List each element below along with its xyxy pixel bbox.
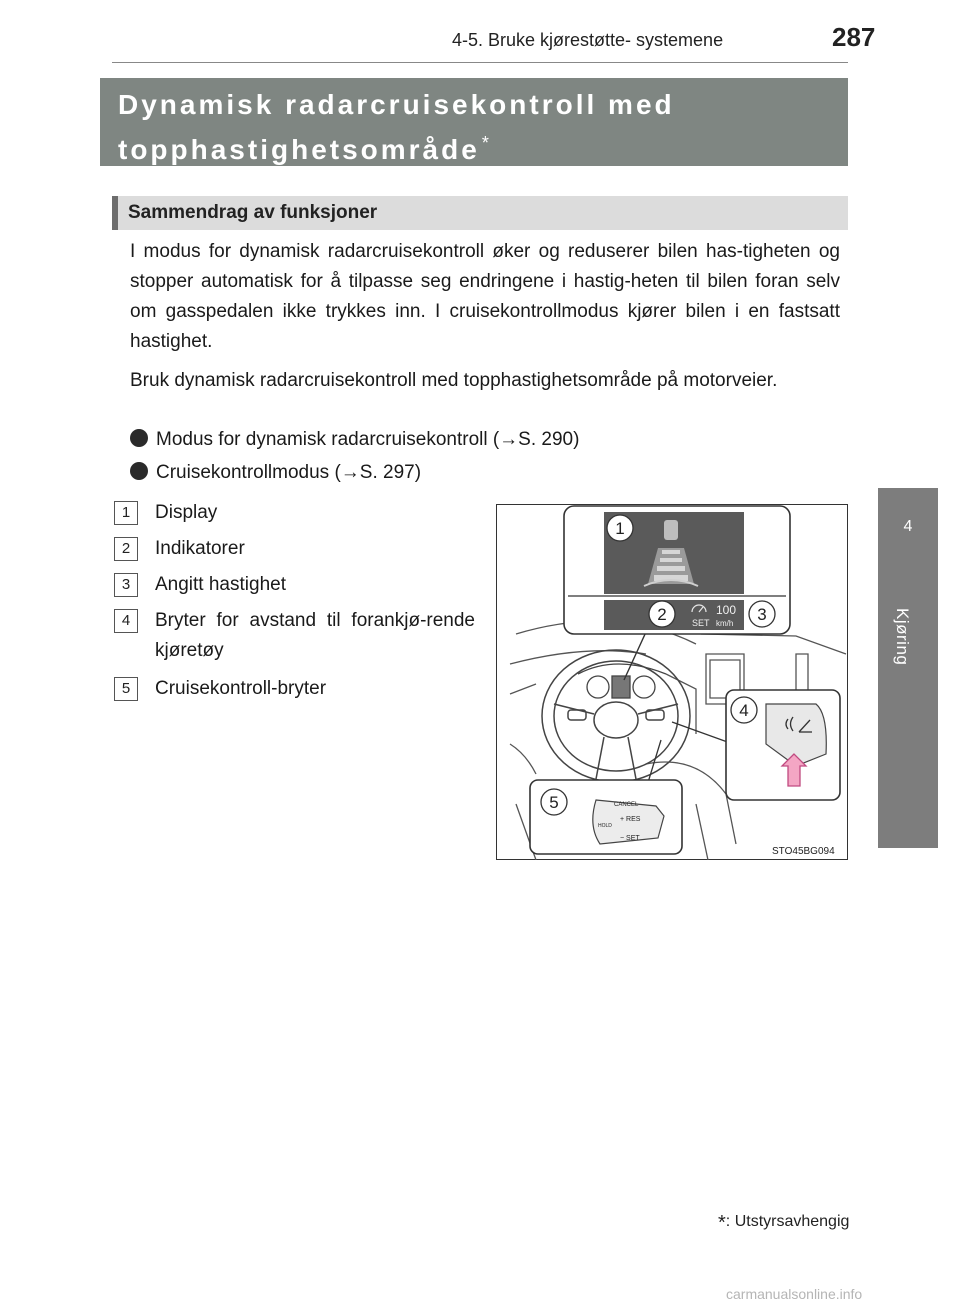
watermark: carmanualsonline.info	[726, 1286, 863, 1302]
legend-label: Angitt hastighet	[155, 574, 286, 595]
section-accent	[112, 196, 118, 230]
cockpit-illustration	[496, 504, 848, 860]
chapter-name: Kjøring	[893, 608, 912, 666]
footnote-text: : Utstyrsavhengig	[725, 1213, 850, 1230]
legend-number: 1	[114, 501, 138, 525]
usage-paragraph: Bruk dynamisk radarcruisekontroll med topphastighetsområde på motorveier.	[130, 370, 778, 391]
legend-number: 3	[114, 573, 138, 597]
chapter-number: 4	[903, 518, 913, 535]
legend-number: 4	[114, 609, 138, 633]
lever-res-label: + RES	[620, 816, 641, 823]
callout-3: 3	[757, 605, 767, 624]
display-set: SET	[692, 618, 710, 628]
page-number: 287	[832, 22, 876, 52]
bullet-dot-icon	[130, 462, 148, 480]
footnote	[718, 1212, 849, 1235]
callout-2: 2	[657, 605, 667, 624]
display-unit: km/h	[716, 619, 734, 628]
legend-label: Indikatorer	[155, 538, 245, 559]
bullet-text: Modus for dynamisk radarcruisekontroll (→S. 290)	[156, 429, 580, 450]
footnote-asterisk-icon: *	[718, 1212, 726, 1234]
header-divider	[112, 62, 848, 63]
display-speed: 100	[716, 603, 737, 617]
chapter-side-tab	[878, 488, 938, 848]
bullet-item	[130, 459, 421, 487]
legend-number: 2	[114, 537, 138, 561]
display-inset	[564, 506, 790, 634]
callout-1: 1	[615, 519, 625, 538]
intro-paragraph: I modus for dynamisk radarcruisekontroll øker og reduserer bilen has-tigheten og stopper automatisk for å tilpasse seg endringene i hastig-heten til bilen foran selv om gasspedalen ikke trykkes inn. I cruisekontrollmodus kjører bilen i en fastsatt hastighet.	[130, 241, 840, 352]
section-heading-bar	[112, 196, 848, 230]
callout-5: 5	[549, 793, 559, 812]
page-title-box	[100, 78, 848, 166]
legend-label: Bryter for avstand til forankjø-rende kjøretøy	[155, 610, 475, 661]
section-heading: Sammendrag av funksjoner	[128, 202, 378, 223]
title-line-1: Dynamisk radarcruisekontroll med	[118, 89, 675, 120]
bullet-text: Cruisekontrollmodus (→S. 297)	[156, 462, 422, 483]
bullet-dot-icon	[130, 429, 148, 447]
legend-label: Cruisekontroll-bryter	[155, 678, 327, 699]
cruise-lever-inset	[530, 780, 682, 854]
legend-number: 5	[114, 677, 138, 701]
distance-switch-inset	[726, 690, 840, 800]
lever-cancel-label: CANCEL	[614, 802, 639, 808]
title-line-2: topphastighetsområde	[118, 134, 480, 165]
figure-code: STO45BG094	[772, 846, 835, 857]
page-title	[118, 86, 675, 169]
lever-hold-label: HOLD	[598, 823, 612, 829]
bullet-item	[130, 426, 579, 454]
lever-set-label: − SET	[620, 835, 640, 842]
legend-label: Display	[155, 502, 218, 523]
running-header: 4-5. Bruke kjørestøtte- systemene	[452, 30, 724, 50]
callout-4: 4	[739, 701, 749, 720]
title-asterisk: *	[481, 133, 492, 153]
